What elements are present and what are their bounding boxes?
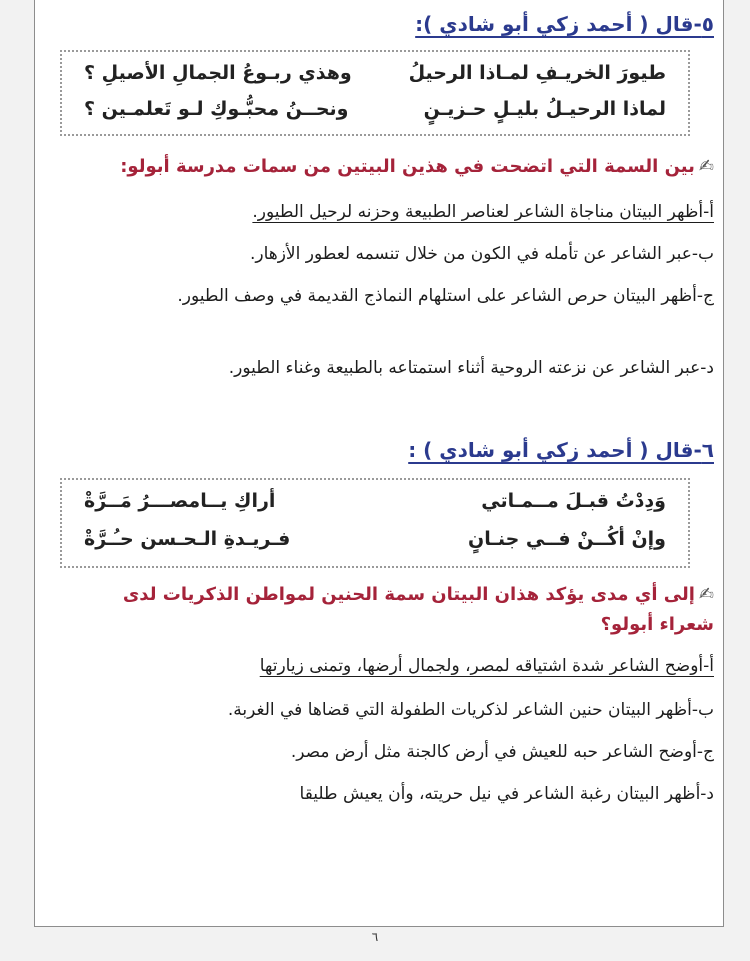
q5-prompt-text: بين السمة التي اتضحت في هذين البيتين من سمات مدرسة أبولو: bbox=[120, 156, 695, 177]
q5-option-d-text: د-عبر الشاعر عن نزعته الروحية أثناء استمتاعه بالطبيعة وغناء الطيور. bbox=[228, 358, 714, 378]
writing-hand-icon: ✍ bbox=[698, 584, 714, 605]
q5-poem-box bbox=[60, 50, 690, 136]
q6-verse-2-second-hemistich: فـريـدةِ الـحـسن حـُـرَّةْ bbox=[84, 528, 291, 550]
q6-option-a-text: أ-أوضح الشاعر شدة اشتياقه لمصر، ولجمال أرضها، وتمنى زيارتها bbox=[259, 656, 714, 676]
q5-verse-2-first-hemistich: لماذا الرحيـلُ بليـلٍ حـزيـنٍ bbox=[423, 98, 666, 120]
q6-option-b[interactable] bbox=[36, 696, 714, 724]
q6-option-d-text: د-أظهر البيتان رغبة الشاعر في نيل حريته، وأن يعيش طليقا bbox=[299, 784, 714, 804]
q5-option-b-text: ب-عبر الشاعر عن تأمله في الكون من خلال تنسمه لعطور الأزهار. bbox=[249, 244, 714, 264]
q5-heading: ٥-قال ( أحمد زكي أبو شادي ): bbox=[415, 12, 714, 36]
q5-prompt bbox=[36, 152, 714, 182]
q6-option-a[interactable] bbox=[36, 652, 714, 680]
q5-verse-2 bbox=[84, 98, 666, 128]
q6-verse-1-second-hemistich: أراكِ يــامصـــرُ مَــرَّةْ bbox=[84, 490, 276, 512]
q5-option-a-text: أ-أظهر البيتان مناجاة الشاعر لعناصر الطبيعة وحزنه لرحيل الطيور. bbox=[252, 202, 714, 222]
q5-verse-1-first-hemistich: طيورَ الخريـفِ لمـاذا الرحيلُ bbox=[408, 62, 666, 84]
q5-verse-1 bbox=[84, 62, 666, 92]
q5-option-c[interactable] bbox=[56, 282, 714, 310]
writing-hand-icon: ✍ bbox=[698, 156, 714, 177]
q5-option-d[interactable] bbox=[36, 354, 714, 382]
q6-heading: ٦-قال ( أحمد زكي أبو شادي ) : bbox=[408, 438, 714, 462]
page-number: ٦ bbox=[371, 930, 379, 944]
q6-verse-1-first-hemistich: وَدِدْتُ قبـلَ مــمـاتي bbox=[481, 490, 666, 512]
q5-verse-1-second-hemistich: وهذي ربـوعُ الجمالِ الأصيلِ ؟ bbox=[84, 62, 352, 84]
q6-verse-2-first-hemistich: وإنْ أكُــنْ فــي جنـانٍ bbox=[468, 528, 666, 550]
q5-option-a[interactable] bbox=[36, 198, 714, 226]
q6-option-c-text: ج-أوضح الشاعر حبه للعيش في أرض كالجنة مثل أرض مصر. bbox=[290, 742, 714, 762]
q6-prompt bbox=[80, 580, 714, 640]
q5-option-c-text: ج-أظهر البيتان حرص الشاعر على استلهام النماذج القديمة في وصف الطيور. bbox=[177, 286, 714, 306]
q6-prompt-text: إلى أي مدى يؤكد هذان البيتان سمة الحنين لمواطن الذكريات لدى شعراء أبولو؟ bbox=[122, 584, 714, 635]
q6-verse-2 bbox=[84, 528, 666, 558]
q6-option-b-text: ب-أظهر البيتان حنين الشاعر لذكريات الطفولة التي قضاها في الغربة. bbox=[227, 700, 714, 720]
q6-option-c[interactable] bbox=[36, 738, 714, 766]
q6-poem-box bbox=[60, 478, 690, 568]
q6-verse-1 bbox=[84, 490, 666, 520]
q5-option-b[interactable] bbox=[36, 240, 714, 268]
q5-verse-2-second-hemistich: ونحــنُ محبُّـوكِ لـو تَعلمـين ؟ bbox=[84, 98, 349, 120]
q6-option-d[interactable] bbox=[36, 780, 714, 808]
